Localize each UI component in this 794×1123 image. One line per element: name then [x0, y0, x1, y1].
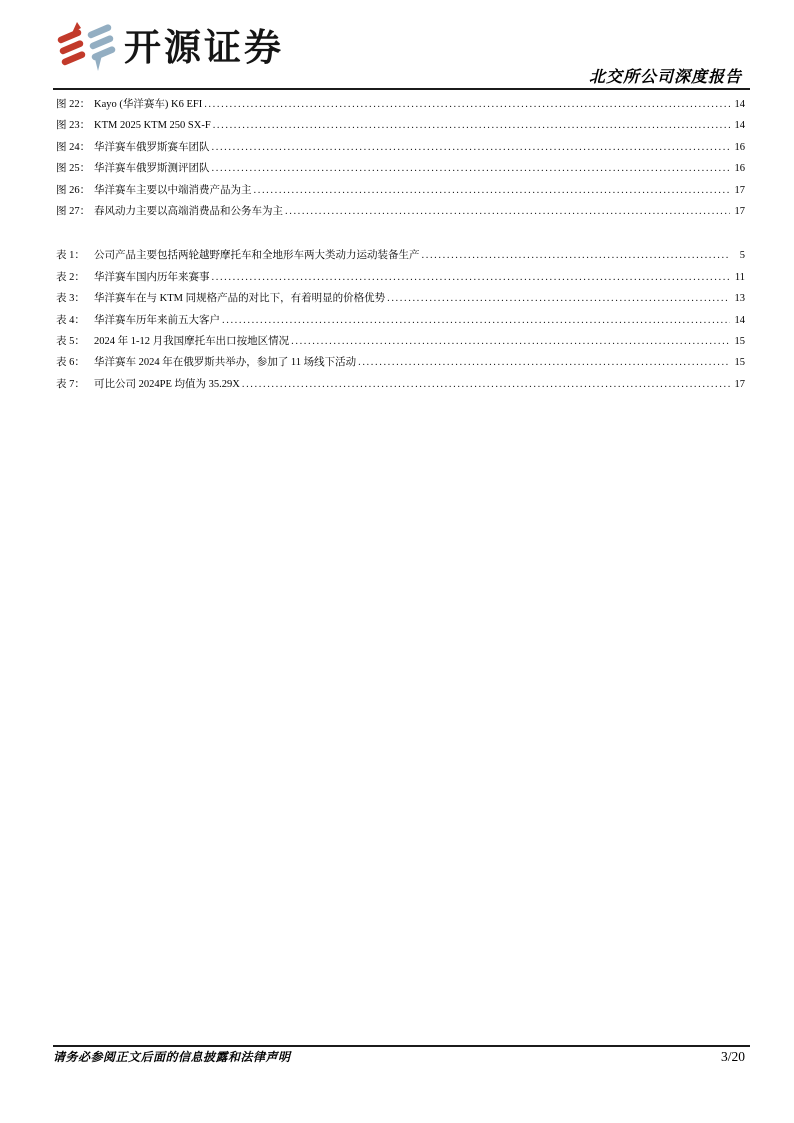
toc-dot-leader: [387, 288, 730, 309]
toc-entry-label: 图 27：: [56, 205, 91, 217]
toc-entry-page: 13: [734, 293, 745, 305]
toc-entry-row[interactable]: [53, 267, 745, 288]
toc-entry-label: 表 5：: [56, 335, 85, 347]
toc-entry-page: 17: [734, 378, 745, 390]
toc-entry-title: KTM 2025 KTM 250 SX-F: [94, 120, 211, 132]
toc-entry-title: 华洋赛车在与 KTM 同规格产品的对比下，有着明显的价格优势: [94, 293, 386, 305]
toc-dot-leader: [291, 331, 730, 352]
toc-dot-leader: [285, 201, 730, 222]
toc-entry-row[interactable]: [53, 201, 745, 222]
toc-entry-title: 2024 年 1-12 月我国摩托车出口按地区情况: [94, 335, 290, 347]
toc-entry-title: 可比公司 2024PE 均值为 35.29X: [94, 378, 240, 390]
toc-entry-label: 图 23：: [56, 120, 91, 132]
kaiyuan-logo-icon: [56, 22, 116, 72]
toc-entry-page: 17: [734, 184, 745, 196]
toc-entry-label: 图 25：: [56, 163, 91, 175]
toc-dot-leader: [212, 158, 731, 179]
toc-dot-leader: [254, 180, 731, 201]
toc-entry-title: 华洋赛车 2024 年在俄罗斯共举办，参加了 11 场线下活动: [94, 357, 357, 369]
toc-dot-leader: [358, 352, 730, 373]
tables-toc-list: [53, 245, 745, 395]
toc-entry-page: 16: [734, 141, 745, 153]
toc-entry-row[interactable]: [53, 245, 745, 266]
toc-entry-label: 表 1：: [56, 250, 85, 262]
toc-entry-label: 图 24：: [56, 141, 91, 153]
toc-entry-label: 表 6：: [56, 357, 85, 369]
toc-dot-leader: [222, 310, 730, 331]
logo-text: 开源证券: [124, 26, 284, 68]
toc-entry-title: 华洋赛车历年来前五大客户: [94, 314, 220, 326]
toc-entry-page: 14: [734, 99, 745, 110]
toc-entry-page: 11: [734, 271, 745, 283]
toc-entry-row[interactable]: [53, 374, 745, 395]
toc-dot-leader: [212, 267, 731, 288]
report-type-label: 北交所公司深度报告: [588, 69, 742, 86]
toc-entry-row[interactable]: [53, 158, 745, 179]
footer-disclaimer: 请务必参阅正文后面的信息披露和法律声明: [53, 1050, 291, 1064]
toc-entry-row[interactable]: [53, 352, 745, 373]
figures-toc-list: [53, 94, 745, 222]
toc-dot-leader: [212, 137, 731, 158]
toc-entry-page: 17: [734, 205, 745, 217]
toc-entry-page: 16: [734, 163, 745, 175]
toc-dot-leader: [213, 115, 730, 136]
toc-entry-page: 15: [734, 357, 745, 369]
footer-divider: [53, 1045, 750, 1047]
kaiyuan-securities-logo: [56, 22, 284, 72]
page-footer: [53, 1048, 745, 1065]
header-divider: [53, 88, 750, 90]
toc-entry-title: 华洋赛车主要以中端消费产品为主: [94, 184, 252, 196]
toc-dot-leader: [422, 245, 731, 266]
toc-entry-label: 图 26：: [56, 184, 91, 196]
page-indicator: 3/20: [720, 1049, 745, 1064]
toc-entry-page: 15: [734, 335, 745, 347]
toc-entry-label: 表 3：: [56, 293, 85, 305]
toc-entry-page: 14: [734, 120, 745, 132]
toc-entry-title: 华洋赛车俄罗斯测评团队: [94, 163, 210, 175]
toc-dot-leader: [242, 374, 730, 395]
toc-entry-title: Kayo (华洋赛车) K6 EFI: [94, 99, 203, 110]
toc-entry-row[interactable]: [53, 137, 745, 158]
toc-entry-label: 图 22：: [56, 99, 91, 110]
toc-entry-title: 公司产品主要包括两轮越野摩托车和全地形车两大类动力运动装备生产: [94, 250, 420, 262]
toc-entry-row[interactable]: [53, 115, 745, 136]
toc-dot-leader: [204, 94, 730, 115]
toc-entry-row[interactable]: [53, 180, 745, 201]
table-of-contents: [53, 94, 745, 395]
toc-entry-title: 春风动力主要以高端消费品和公务车为主: [94, 205, 283, 217]
toc-entry-row[interactable]: [53, 288, 745, 309]
toc-entry-row[interactable]: [53, 94, 745, 115]
toc-entry-row[interactable]: [53, 310, 745, 331]
toc-entry-title: 华洋赛车国内历年来赛事: [94, 271, 210, 283]
toc-entry-page: 14: [734, 314, 745, 326]
toc-entry-title: 华洋赛车俄罗斯赛车团队: [94, 141, 210, 153]
toc-entry-label: 表 7：: [56, 378, 85, 390]
toc-entry-page: 5: [739, 250, 745, 262]
toc-entry-label: 表 4：: [56, 314, 85, 326]
toc-entry-row[interactable]: [53, 331, 745, 352]
toc-entry-label: 表 2：: [56, 271, 85, 283]
